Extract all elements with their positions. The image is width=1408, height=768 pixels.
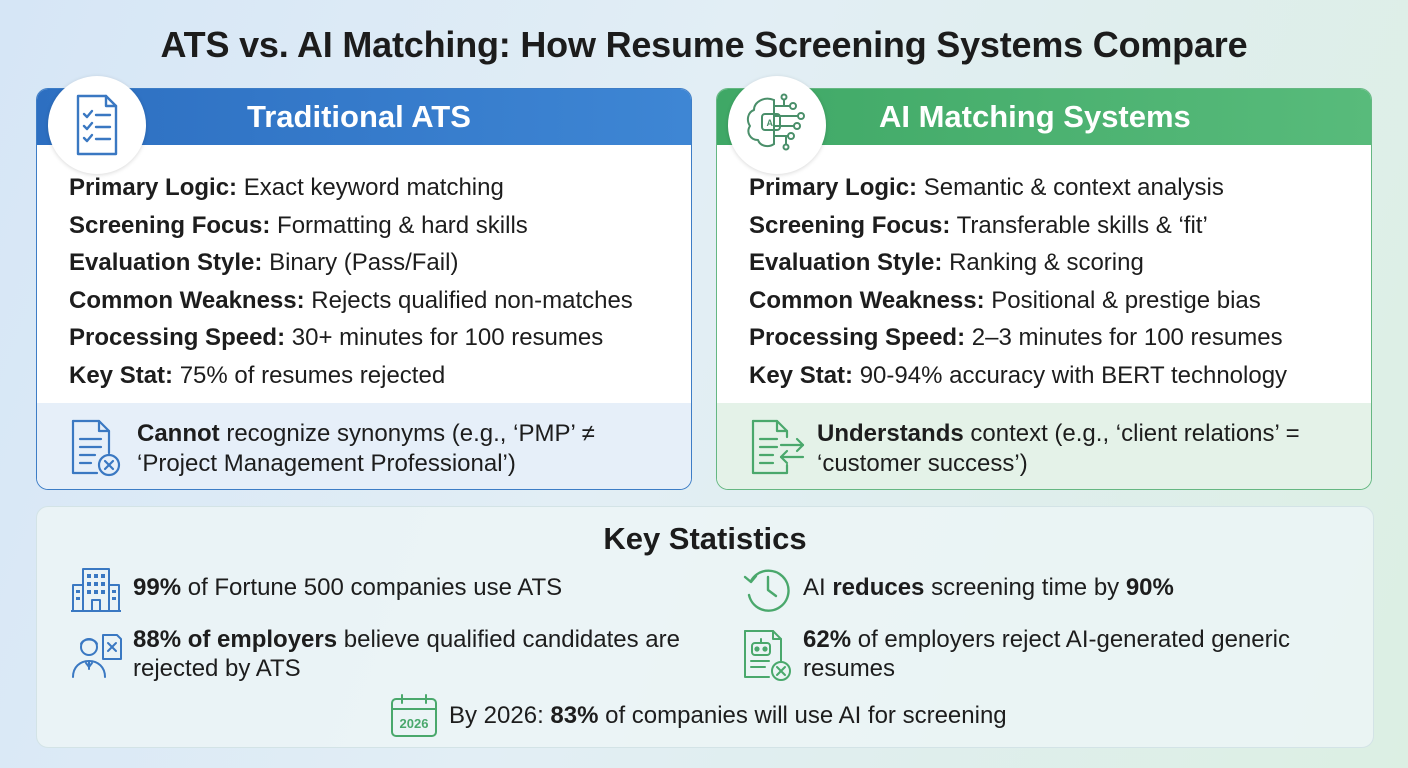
ai-row-common-weakness: Common Weakness: Positional & prestige bias (749, 286, 1261, 314)
stat-ai-reduces-time: AI reduces screening time by 90% (803, 574, 1174, 601)
ats-footer-text: Cannot recognize synonyms (e.g., ‘PMP’ ≠ ‘Project Management Professional’) (137, 420, 595, 477)
ats-row-processing-speed: Processing Speed: 30+ minutes for 100 resumes (69, 324, 604, 351)
key-statistics-panel (36, 506, 1374, 748)
ai-row-key-stat: Key Stat: 90-94% accuracy with BERT technology (749, 361, 1288, 389)
key-statistics-title: Key Statistics (603, 521, 807, 556)
ai-row-evaluation-style: Evaluation Style: Ranking & scoring (749, 249, 1144, 276)
calendar-icon (389, 693, 439, 744)
ats-row-primary-logic: Primary Logic: Exact keyword matching (69, 174, 504, 201)
ats-row-key-stat: Key Stat: 75% of resumes rejected (69, 361, 446, 389)
ai-footer-text: Understands context (e.g., ‘client relations’ = ‘customer success’) (817, 420, 1300, 477)
stat-by-2026: By 2026: 83% of companies will use AI for screening (449, 702, 1007, 729)
checklist-document-icon (48, 76, 146, 174)
page-title: ATS vs. AI Matching: How Resume Screening Systems Compare (160, 24, 1248, 65)
document-exchange-icon (747, 417, 809, 484)
svg-text:AI: AI (766, 118, 776, 128)
ats-row-common-weakness: Common Weakness: Rejects qualified non-matches (69, 286, 633, 314)
ai-card-title: AI Matching Systems (879, 99, 1191, 134)
ats-attribute-list (69, 169, 633, 394)
ats-row-screening-focus: Screening Focus: Formatting & hard skills (69, 211, 528, 239)
stat-fortune-500: 99% of Fortune 500 companies use ATS (133, 574, 563, 601)
clock-refresh-icon (741, 563, 793, 620)
ai-attribute-list (749, 169, 1287, 394)
employer-document-reject-icon (69, 629, 125, 686)
stat-employers-believe: 88% of employers believe qualified candidates are rejected by ATS (133, 626, 680, 682)
ai-row-screening-focus: Screening Focus: Transferable skills & ‘fit’ (749, 211, 1208, 239)
ats-badge (48, 76, 146, 174)
robot-resume-reject-icon (739, 627, 795, 688)
ai-card-footer (717, 403, 1371, 490)
office-building-icon (69, 565, 123, 620)
ats-card-footer (37, 403, 691, 490)
ats-row-evaluation-style: Evaluation Style: Binary (Pass/Fail) (69, 249, 459, 276)
ai-brain-circuit-icon (728, 76, 826, 174)
ats-card-title: Traditional ATS (247, 99, 471, 134)
document-reject-icon (67, 417, 127, 484)
ai-row-primary-logic: Primary Logic: Semantic & context analysis (749, 174, 1224, 201)
ai-badge (728, 76, 826, 174)
stat-employers-reject-ai: 62% of employers reject AI-generated generic resumes (803, 626, 1290, 682)
ai-row-processing-speed: Processing Speed: 2–3 minutes for 100 resumes (749, 324, 1283, 351)
svg-text:2026: 2026 (399, 716, 429, 731)
